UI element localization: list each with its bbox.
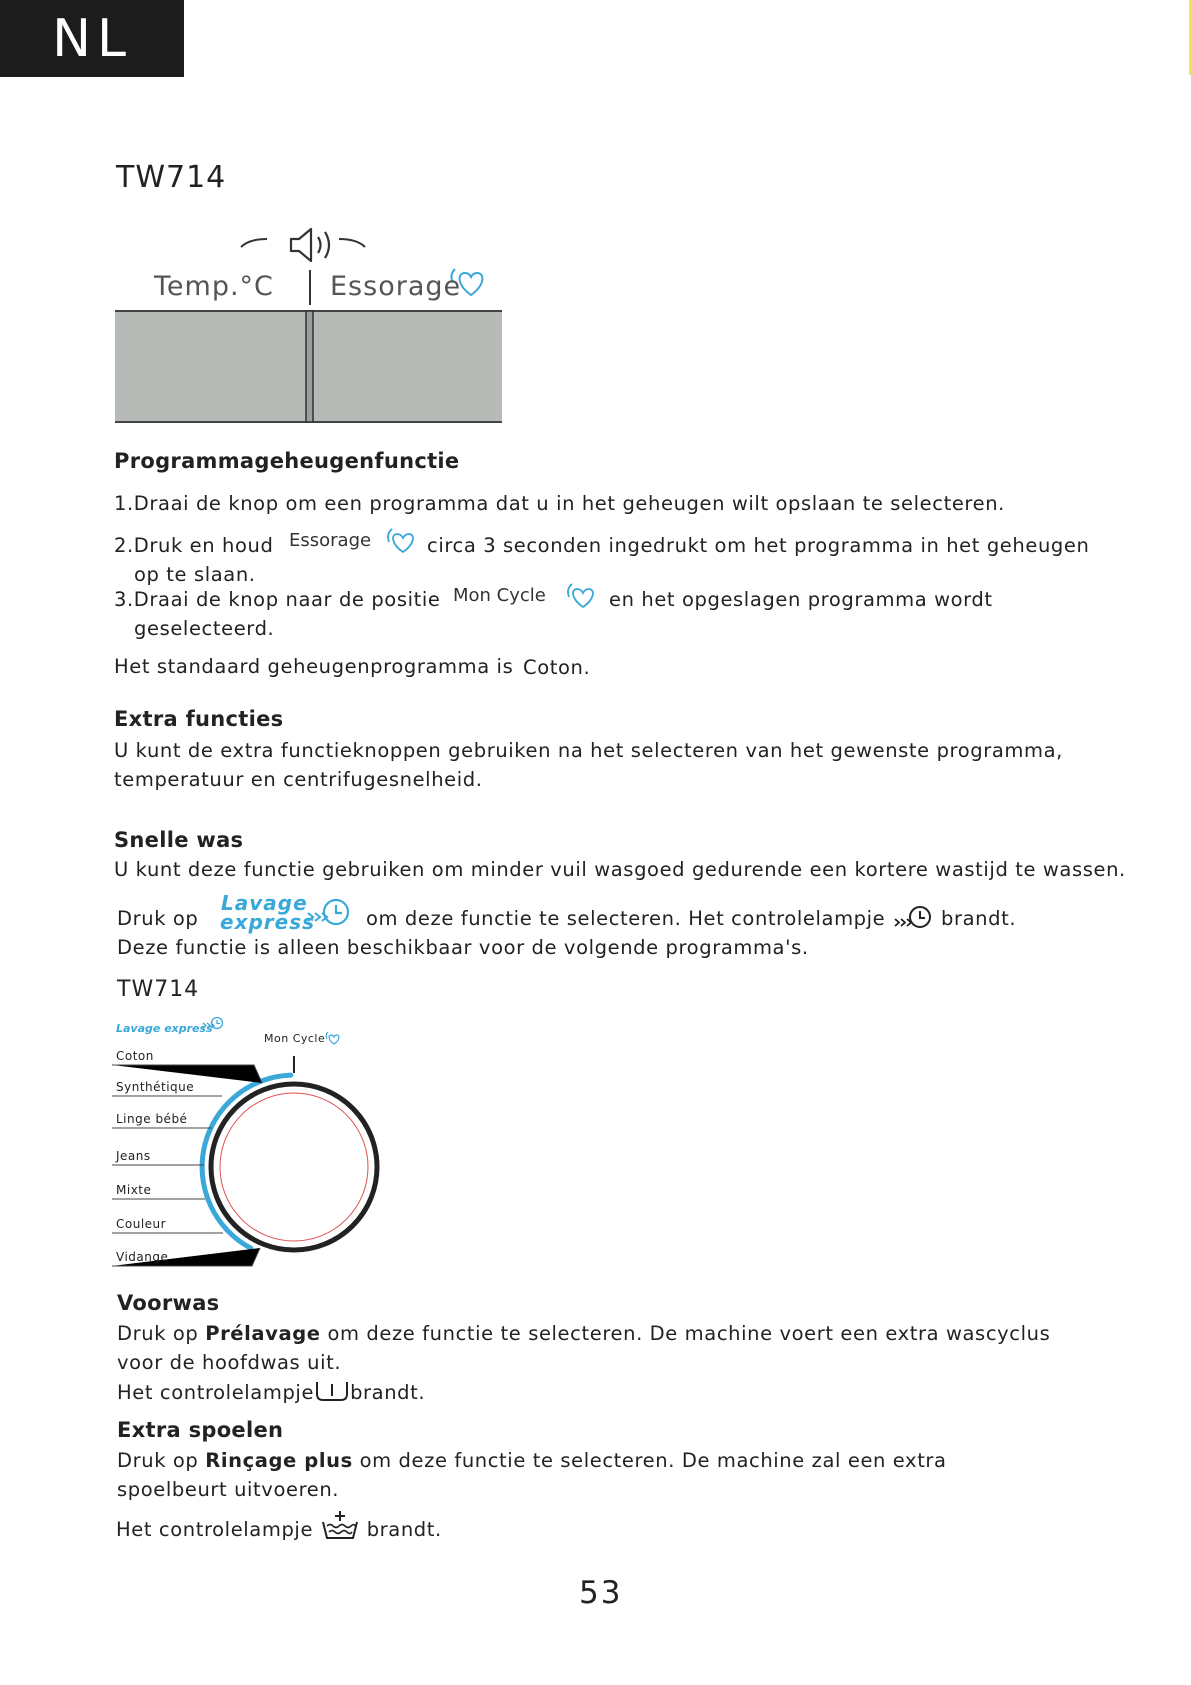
spin-label: Essorage [330, 271, 462, 302]
prewash-line-2: voor de hoofdwas uit. [117, 1351, 342, 1374]
dial-program-couleur: Couleur [116, 1217, 167, 1231]
extra-line-1: U kunt de extra functieknoppen gebruiken na het selecteren van het gewenste programma, [114, 739, 1063, 762]
dial-program-vidange: Vidange [116, 1250, 169, 1264]
memory-step-3-start: 3.Draai de knop naar de positie [114, 588, 441, 611]
memory-heading: Programmageheugenfunctie [114, 449, 460, 473]
rinse-lamp-end: brandt. [366, 1518, 442, 1541]
dial-lavage-express-label: Lavage express [116, 1022, 213, 1035]
temp-label: Temp.°C [154, 271, 274, 302]
rinse-line-2: spoelbeurt uitvoeren. [117, 1478, 340, 1501]
rinse-key: Rinçage plus [205, 1449, 353, 1472]
heart-icon [385, 528, 417, 556]
dial-mon-cycle-label: Mon Cycle [264, 1032, 326, 1045]
extra-heading: Extra functies [114, 707, 284, 731]
prewash-press: Druk op [117, 1322, 199, 1345]
quick-end: brandt. [941, 907, 1017, 930]
lavage-express-key-line-1: Lavage [221, 891, 308, 915]
prewash-lamp-start: Het controlelampje [117, 1381, 315, 1404]
memory-default-program: Coton. [523, 656, 591, 679]
memory-step-2-start: 2.Druk en houd [114, 534, 274, 557]
lavage-express-key-line-2: express [220, 910, 316, 934]
mon-cycle-key-label: Mon Cycle [453, 585, 546, 606]
dial-program-synthetique: Synthétique [116, 1080, 195, 1094]
model-title-mid: TW714 [117, 977, 200, 1002]
mon-cycle-heart-icon [326, 1032, 339, 1044]
rinse-line-1 [117, 1449, 947, 1472]
quick-press: Druk op [117, 907, 199, 930]
quick-line-3: Deze functie is alleen beschikbaar voor de volgende programma's. [117, 936, 809, 959]
rinse-rest: om deze functie te selecteren. De machine zal een extra [359, 1449, 947, 1472]
sound-icon [241, 229, 365, 261]
quick-heading: Snelle was [114, 828, 244, 852]
rinse-lamp-line [116, 1510, 442, 1542]
prewash-lamp-end: brandt. [350, 1381, 426, 1404]
prewash-heading: Voorwas [117, 1291, 220, 1315]
rinse-heading: Extra spoelen [117, 1418, 284, 1442]
language-tab: NL [0, 0, 184, 77]
model-title-top: TW714 [116, 160, 227, 195]
control-panel-illustration [115, 225, 505, 425]
memory-default-start: Het standaard geheugenprogramma is [114, 655, 514, 678]
memory-step-1: 1.Draai de knop om een programma dat u in het geheugen wilt opslaan te selecteren. [114, 492, 1005, 515]
rinse-press: Druk op [117, 1449, 199, 1472]
extra-line-2: temperatuur en centrifugesnelheid. [114, 768, 483, 791]
dial-program-jeans: Jeans [116, 1149, 151, 1163]
page-number: 53 [579, 1575, 623, 1611]
memory-step-2-end: circa 3 seconden ingedrukt om het programma in het geheugen [427, 534, 1090, 557]
quick-wash-icon [305, 897, 351, 931]
dial-program-coton: Coton [116, 1049, 154, 1063]
quick-wash-icon [893, 904, 933, 934]
rinse-plus-icon [320, 1510, 360, 1542]
prewash-line-1 [117, 1322, 1050, 1345]
quick-line-1: U kunt deze functie gebruiken om minder vuil wasgoed gedurende een kortere wastijd te wassen. [114, 858, 1126, 881]
memory-step-3-cont: geselecteerd. [134, 617, 275, 640]
memory-step-3-end: en het opgeslagen programma wordt [609, 588, 993, 611]
rinse-lamp-start: Het controlelampje [116, 1518, 314, 1541]
dial-program-linge-bebe: Linge bébé [116, 1112, 188, 1126]
prewash-key: Prélavage [205, 1322, 321, 1345]
essorage-key-label: Essorage [289, 530, 372, 551]
prewash-icon [314, 1380, 350, 1402]
prewash-rest: om deze functie te selecteren. De machine voert een extra wascyclus [327, 1322, 1051, 1345]
quick-mid: om deze functie te selecteren. Het controlelampje [366, 907, 886, 930]
lavage-express-key [220, 891, 316, 934]
memory-step-2-cont: op te slaan. [134, 563, 256, 586]
dial-program-mixte: Mixte [116, 1183, 152, 1197]
heart-icon [565, 583, 597, 611]
prewash-lamp-line [117, 1380, 425, 1404]
